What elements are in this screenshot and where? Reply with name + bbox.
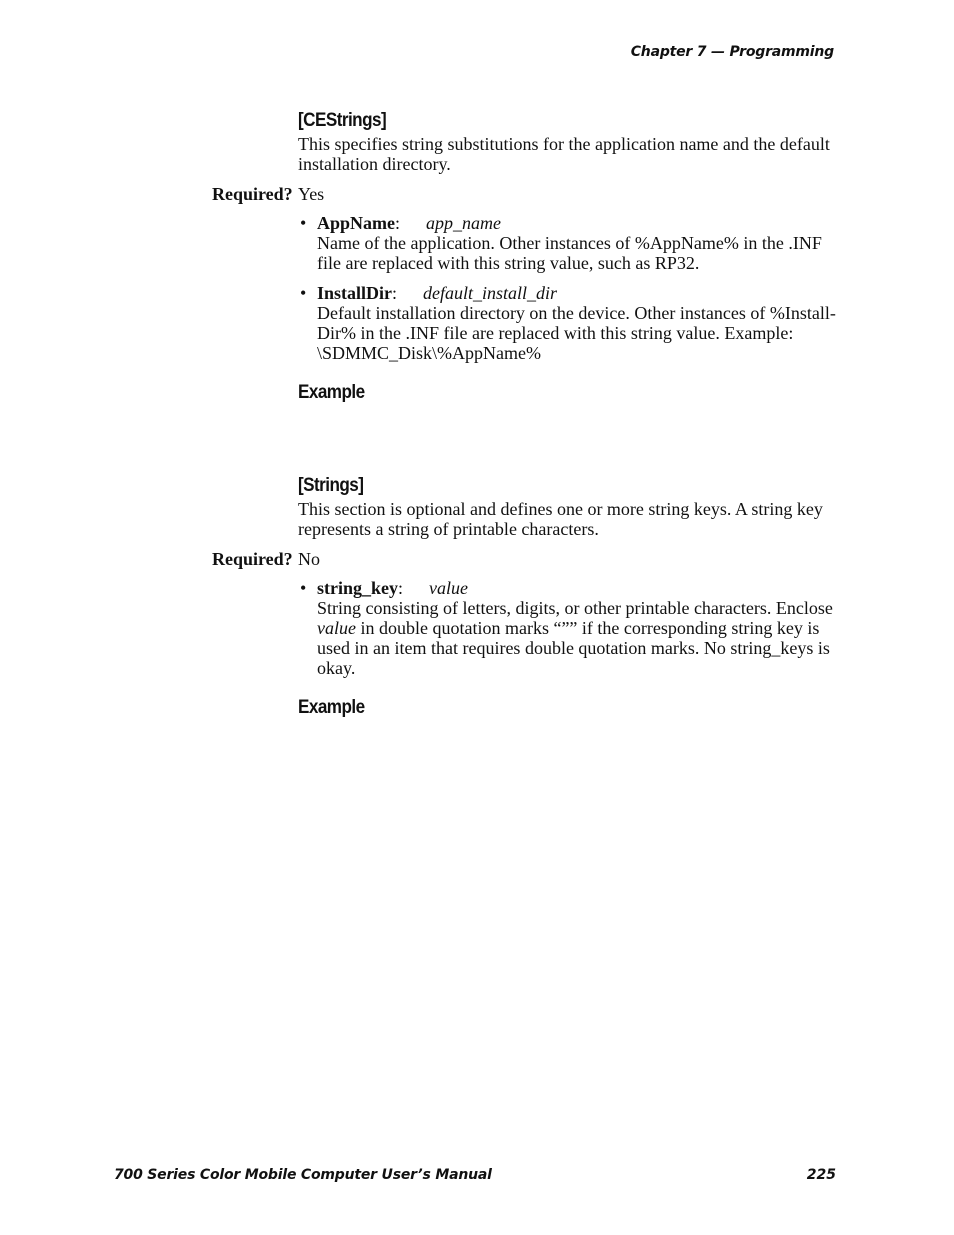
footer-title: 700 Series Color Mobile Computer User’s Manual bbox=[114, 1167, 492, 1183]
string-key-desc-part2: in double quotation marks “”” if the corresponding string key is used in an item that requires double quotation marks. No string_keys is okay. bbox=[317, 618, 830, 678]
string-key-desc-italic: value bbox=[317, 618, 356, 638]
string-key-value: value bbox=[429, 578, 468, 598]
string-key-colon: : bbox=[398, 578, 404, 598]
cestrings-heading: [CEStrings] bbox=[298, 110, 387, 131]
string-key-item bbox=[317, 578, 847, 678]
installdir-bullet: • bbox=[300, 283, 307, 303]
strings-intro: This section is optional and defines one or more string keys. A string key represents a string of printable characters. bbox=[298, 499, 823, 539]
page-number: 225 bbox=[806, 1167, 836, 1183]
cestrings-required-label: Required? bbox=[212, 184, 293, 204]
strings-required-value: No bbox=[298, 549, 320, 569]
strings-example-heading: Example bbox=[298, 697, 365, 718]
appname-bullet: • bbox=[300, 213, 307, 233]
string-key-bullet: • bbox=[300, 578, 307, 598]
cestrings-intro: This specifies string substitutions for the application name and the default installation directory. bbox=[298, 134, 830, 174]
appname-item bbox=[317, 213, 847, 273]
appname-key: AppName bbox=[317, 213, 396, 233]
running-header: Chapter 7 — Programming bbox=[630, 44, 834, 60]
string-key-key: string_key bbox=[317, 578, 398, 598]
installdir-key: InstallDir bbox=[317, 283, 393, 303]
installdir-colon: : bbox=[392, 283, 398, 303]
strings-required-label: Required? bbox=[212, 549, 293, 569]
appname-value: app_name bbox=[426, 213, 502, 233]
appname-desc: Name of the application. Other instances of %AppName% in the .INF file are replaced with this string value, such as RP32. bbox=[317, 233, 822, 273]
string-key-desc-part1: String consisting of letters, digits, or other printable characters. Enclose bbox=[317, 598, 833, 618]
cestrings-example-heading: Example bbox=[298, 382, 365, 403]
installdir-desc: Default installation directory on the device. Other instances of %Install-Dir% in the .INF file are replaced with this string value. Example: \SDMMC_Disk\%AppName% bbox=[317, 303, 836, 363]
appname-colon: : bbox=[395, 213, 401, 233]
string-key-desc bbox=[317, 598, 847, 678]
cestrings-required-value: Yes bbox=[298, 184, 325, 204]
installdir-item bbox=[317, 283, 847, 363]
strings-heading: [Strings] bbox=[298, 475, 364, 496]
installdir-value: default_install_dir bbox=[423, 283, 558, 303]
